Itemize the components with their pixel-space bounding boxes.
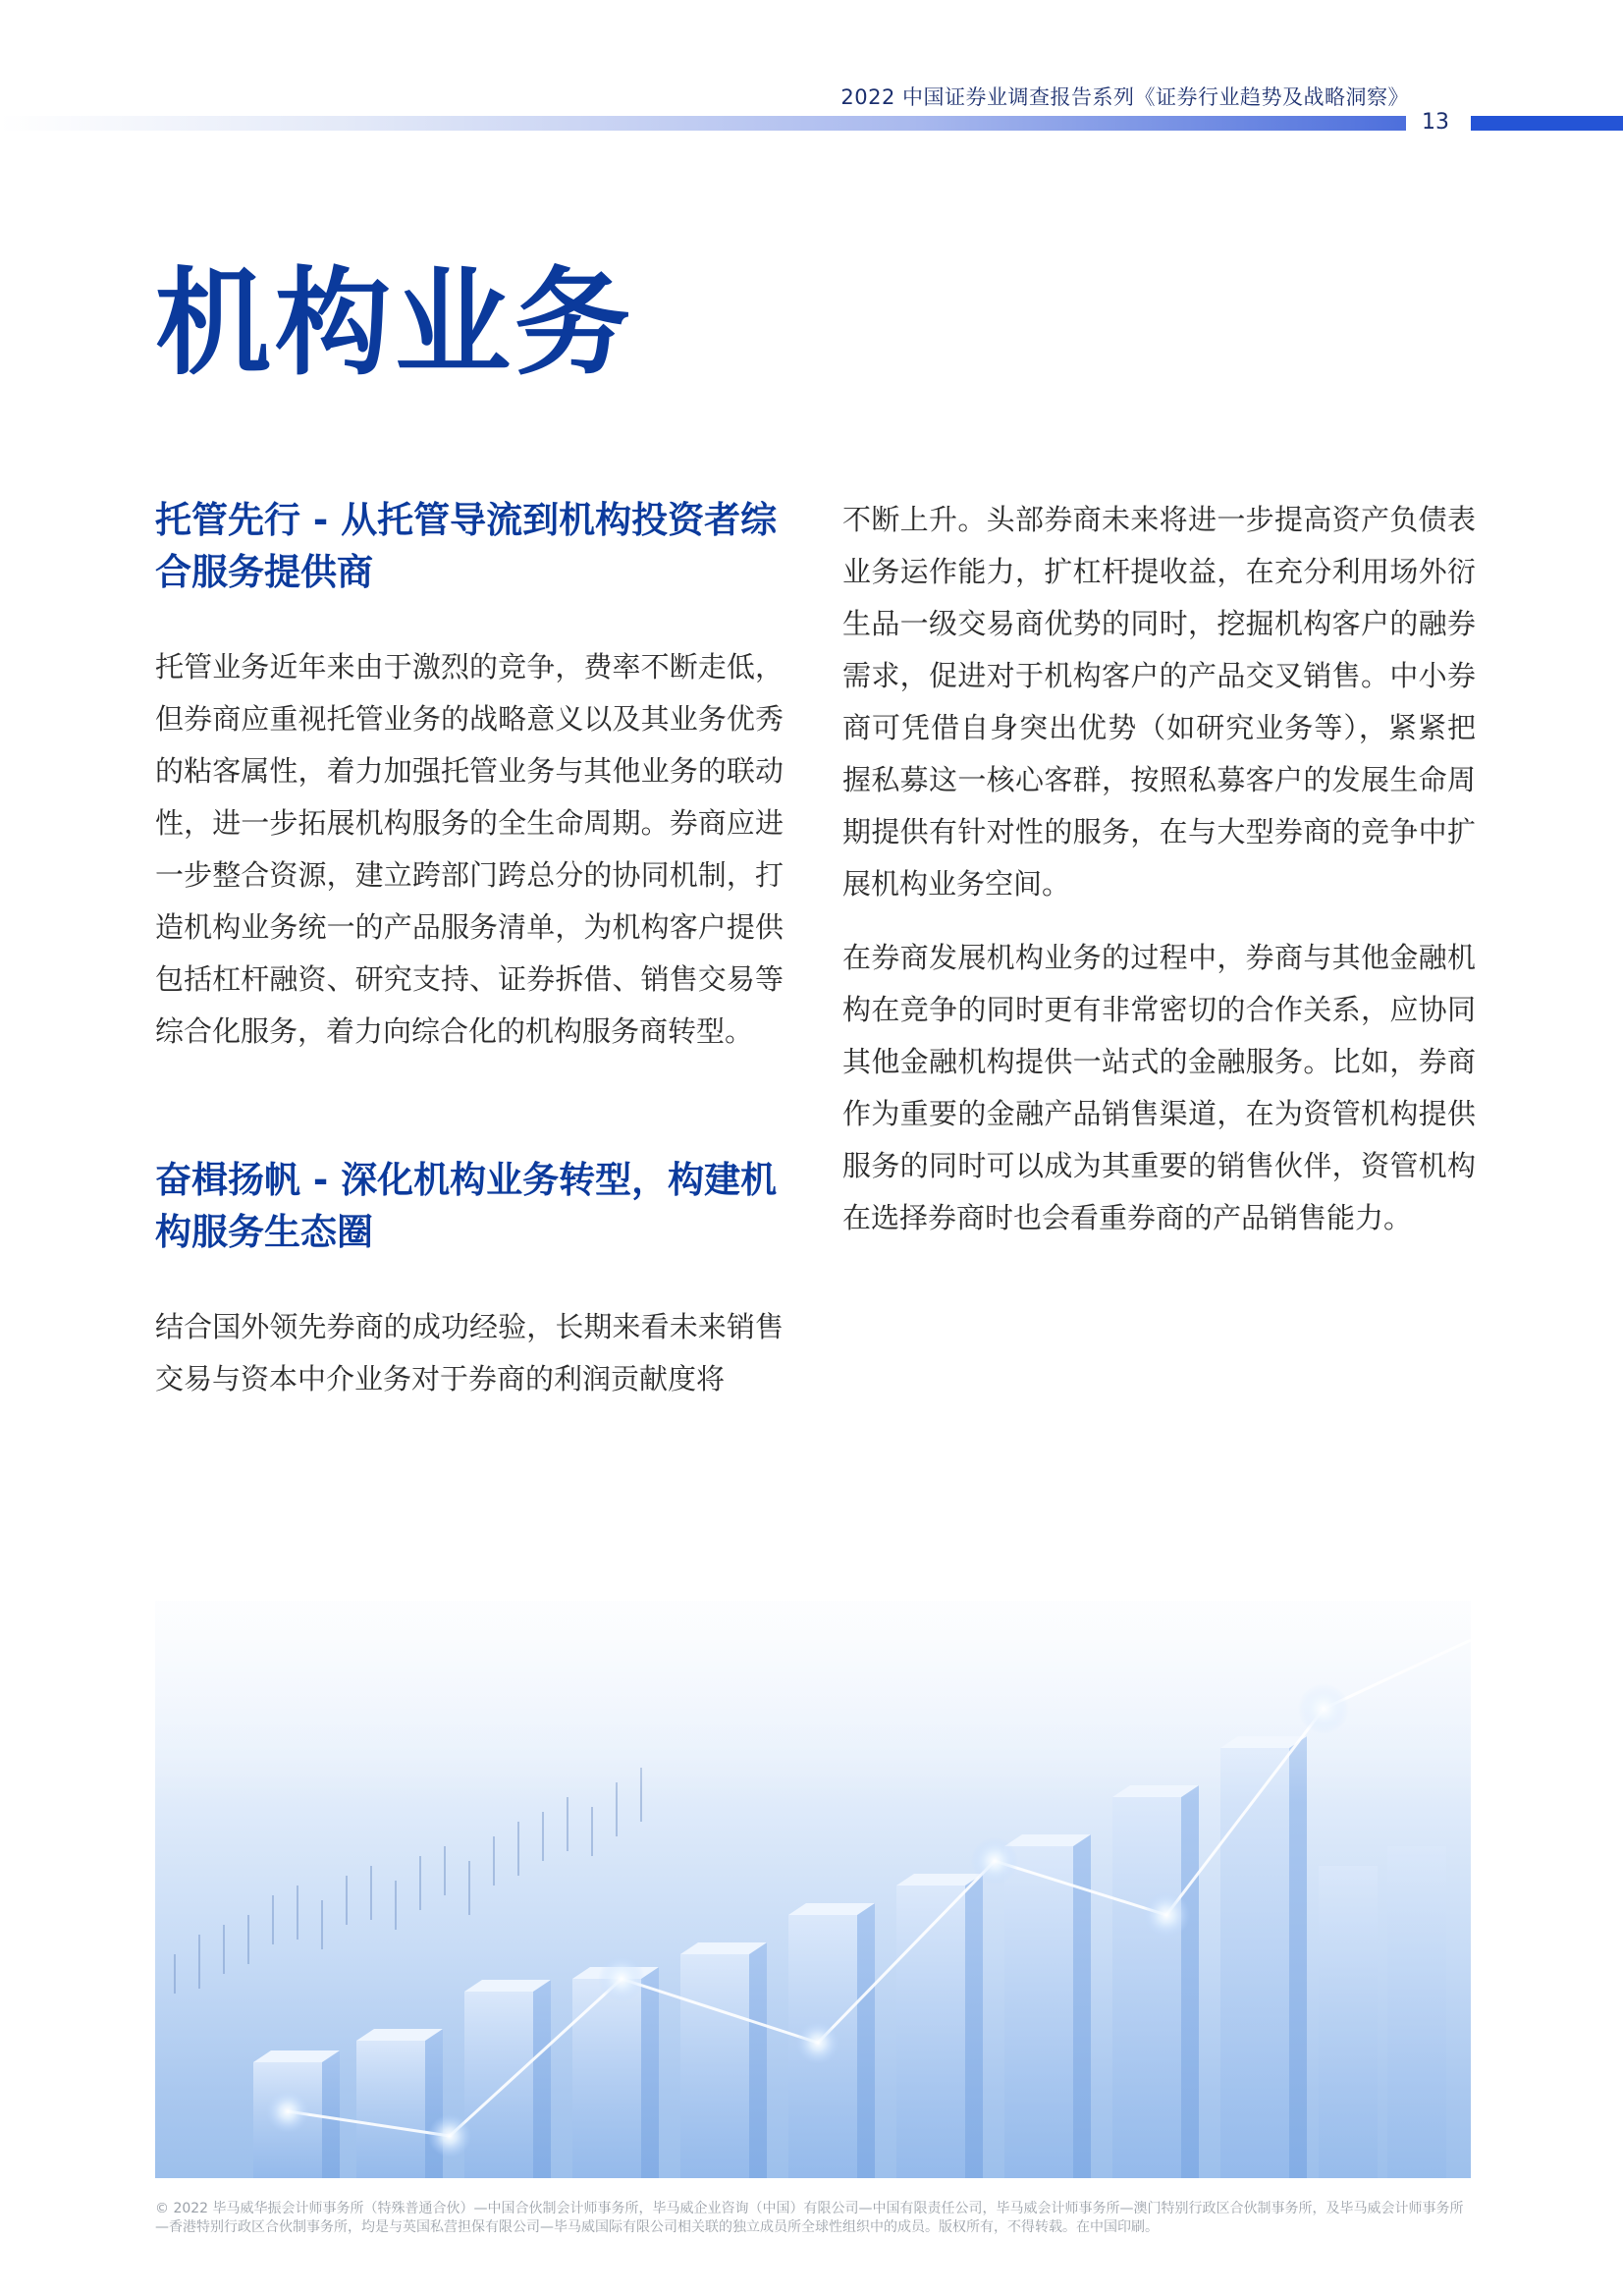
copyright-notice: © 2022 毕马威华振会计师事务所（特殊普通合伙）—中国合伙制会计师事务所，毕马威企业咨询（中国）有限公司—中国有限责任公司，毕马威会计师事务所—澳门特别行政区合伙制事务所，及毕马威会计师事务所—香港特别行政区合伙制事务所，均是与英国私营担保有限公司—毕马威国际有限公司相关联的独立成员所全球性组织中的成员。版权所有，不得转载。在中国印刷。 xyxy=(155,2201,1464,2235)
section-paragraph-ecosystem: 结合国外领先券商的成功经验，长期来看未来销售交易与资本中介业务对于券商的利润贡献度将 xyxy=(155,1310,784,1395)
rising-bar-chart-illustration xyxy=(155,1601,1471,2178)
header-accent-bar xyxy=(1471,116,1623,131)
right-paragraph-1: 不断上升。头部券商未来将进一步提高资产负债表业务运作能力，扩杠杆提收益，在充分利用场外衍生品一级交易商优势的同时，挖掘机构客户的融券需求，促进对于机构客户的产品交叉销售。中小券商可凭借自身突出优势（如研究业务等），紧紧把握私募这一核心客群，按照私募客户的发展生命周期提供有针对性的服务，在与大型券商的竞争中扩展机构业务空间。 xyxy=(842,503,1476,901)
section-paragraph-custody: 托管业务近年来由于激烈的竞争，费率不断走低，但券商应重视托管业务的战略意义以及其业务优秀的粘客属性，着力加强托管业务与其他业务的联动性，进一步拓展机构服务的全生命周期。券商应进一步整合资源，建立跨部门跨总分的协同机制，打造机构业务统一的产品服务清单，为机构客户提供包括杠杆融资、研究支持、证券拆借、销售交易等综合化服务，着力向综合化的机构服务商转型。 xyxy=(155,650,784,1048)
page-number: 13 xyxy=(1422,110,1449,135)
header-gradient-bar xyxy=(0,116,1406,131)
section-heading-custody: 托管先行 - 从托管导流到机构投资者综合服务提供商 xyxy=(155,499,778,593)
right-paragraph-2: 在券商发展机构业务的过程中，券商与其他金融机构在竞争的同时更有非常密切的合作关系，应协同其他金融机构提供一站式的金融服务。比如，券商作为重要的金融产品销售渠道，在为资管机构提供服务的同时可以成为其重要的销售伙伴，资管机构在选择券商时也会看重券商的产品销售能力。 xyxy=(842,941,1476,1234)
hero-illustration xyxy=(155,1601,1471,2178)
page-title: 机构业务 xyxy=(155,255,635,391)
report-series-title: 2022 中国证券业调查报告系列《证券行业趋势及战略洞察》 xyxy=(840,85,1409,109)
section-heading-ecosystem: 奋楫扬帆 - 深化机构业务转型，构建机构服务生态圈 xyxy=(155,1159,778,1253)
left-column xyxy=(155,494,784,1405)
right-column xyxy=(842,494,1476,1244)
